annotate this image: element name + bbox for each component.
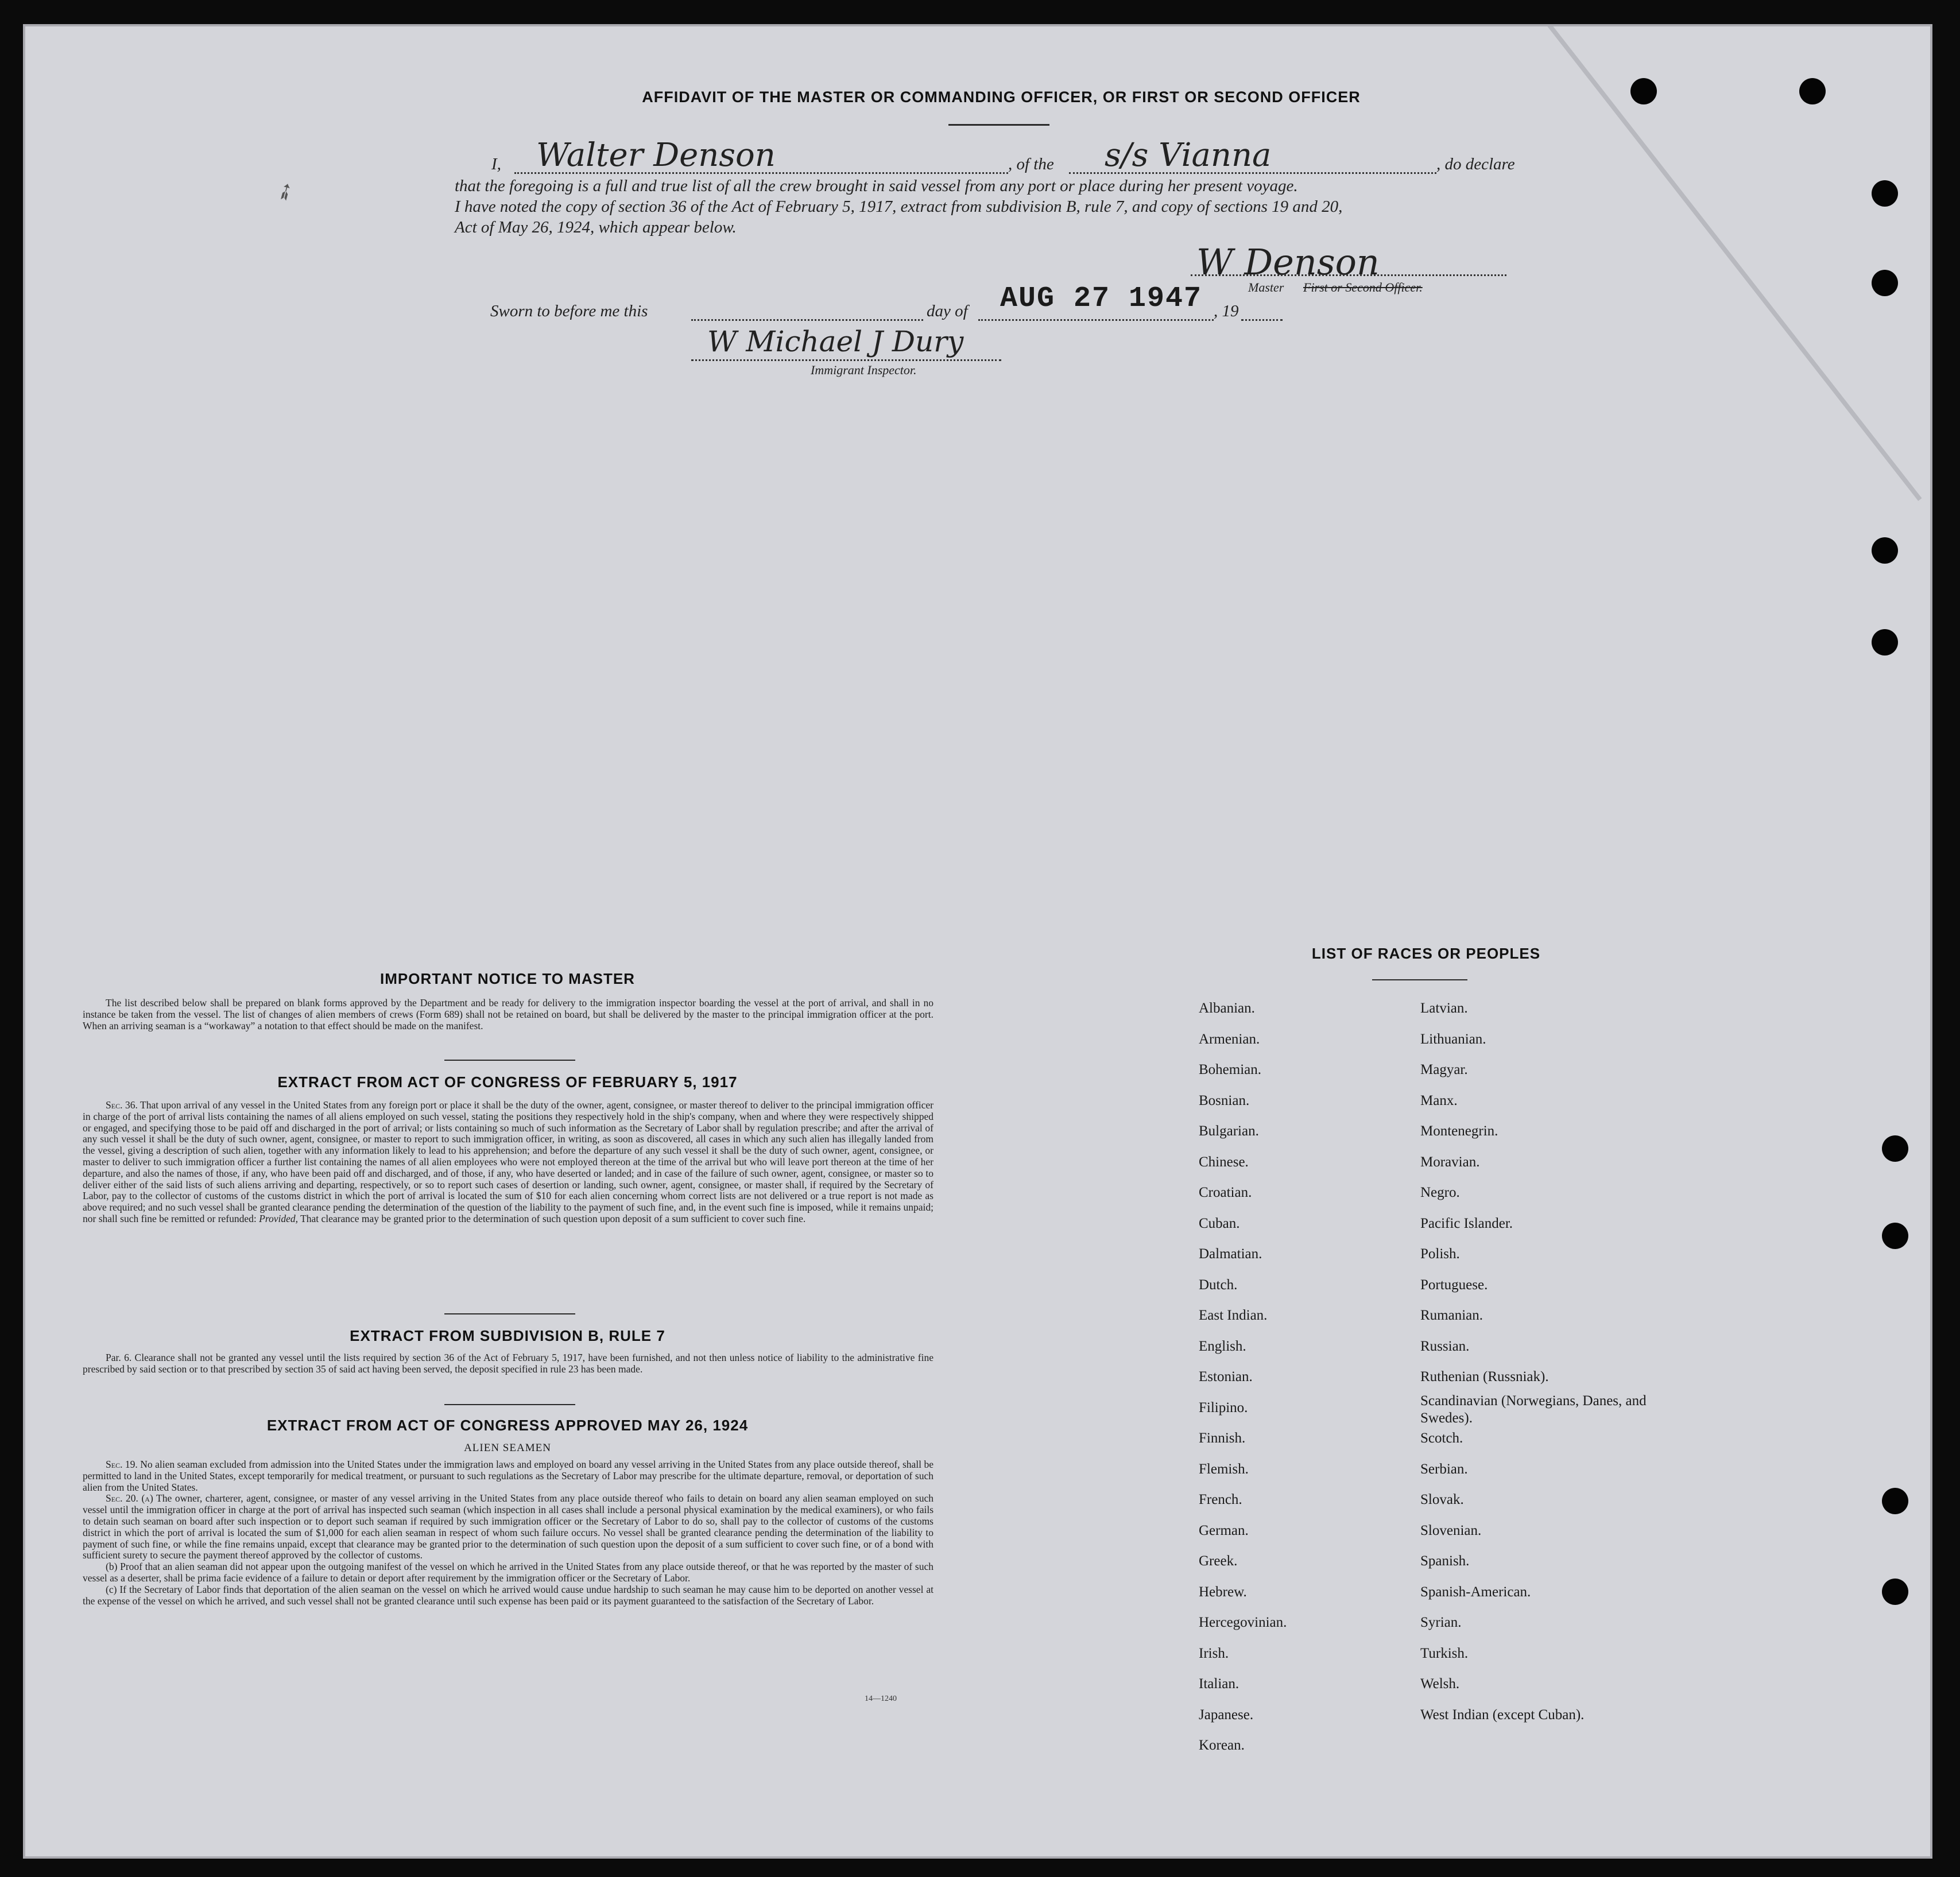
race-item: Bohemian.	[1199, 1062, 1262, 1077]
race-item: Estonian.	[1199, 1369, 1253, 1385]
notice-title: IMPORTANT NOTICE TO MASTER	[380, 970, 635, 987]
sworn-month-line	[978, 319, 1214, 321]
punch-hole	[1799, 78, 1826, 104]
race-item: French.	[1199, 1492, 1242, 1507]
affidavit-line-2: that the foregoing is a full and true list of all the crew brought in said vessel from any port or place during her present voyage.	[455, 177, 1298, 195]
affidavit-line-4: Act of May 26, 1924, which appear below.	[455, 218, 737, 236]
race-item: Hercegovinian.	[1199, 1615, 1287, 1630]
ink-mark: ➶	[270, 175, 300, 208]
races-title: LIST OF RACES OR PEOPLES	[1311, 945, 1541, 962]
punch-hole	[1630, 78, 1657, 104]
race-item: Welsh.	[1420, 1676, 1460, 1692]
race-item: Negro.	[1420, 1185, 1460, 1200]
punch-hole	[1872, 537, 1898, 564]
date-stamp: AUG 27 1947	[1000, 282, 1203, 315]
inspector-label: Immigrant Inspector.	[811, 363, 917, 377]
race-item: Serbian.	[1420, 1461, 1468, 1477]
affidavit-line-3: I have noted the copy of section 36 of the Act of February 5, 1917, extract from subdivision B, rule 7, and copy of sections 19 and 20,	[455, 197, 1343, 216]
race-item: Chinese.	[1199, 1154, 1249, 1170]
race-item: Bosnian.	[1199, 1092, 1250, 1108]
sec20b-text: (b) Proof that an alien seaman did not appear upon the outgoing manifest of the vessel on which he arrived in the United States from any place outside thereof, or that he was reported by the master of such vessel as a deserter, shall be prima facie evidence of a failure to detain or deport after requirement by the immigration officer or the Secretary of Labor.	[83, 1561, 933, 1584]
race-item: Scotch.	[1420, 1430, 1463, 1446]
punch-hole	[1872, 270, 1898, 296]
race-item: Polish.	[1420, 1246, 1460, 1262]
race-item: Japanese.	[1199, 1707, 1254, 1723]
of-the-label: , of the	[1008, 155, 1054, 173]
race-item: Korean.	[1199, 1738, 1245, 1753]
year-line	[1241, 319, 1283, 321]
extract-1924-text	[83, 1459, 933, 1607]
punch-hole	[1872, 629, 1898, 656]
race-item: Scandinavian (Norwegians, Danes, and Swedes).	[1420, 1393, 1647, 1426]
race-item: Pacific Islander.	[1420, 1215, 1513, 1231]
extract-1917-text	[83, 1100, 933, 1225]
race-item: Irish.	[1199, 1645, 1229, 1661]
race-item: Flemish.	[1199, 1461, 1249, 1477]
rule7-text	[83, 1352, 933, 1375]
master-signature: W Denson	[1196, 241, 1380, 283]
sec20c-text: (c) If the Secretary of Labor finds that deportation of the alien seaman on the vessel on which he arrived would cause undue hardship to such seaman he may cause him to be deported on another vessel at the expense of the vessel on which he arrived, and such vessel shall not be granted clearance until such expense has been paid or its payment guaranteed to the satisfaction of the Secretary of Labor.	[83, 1583, 933, 1607]
race-item: Moravian.	[1420, 1154, 1480, 1170]
sec36-text-end: That clearance may be granted prior to the determination of such question upon deposit of a sum sufficient to cover such fine.	[300, 1212, 806, 1224]
sworn-day-line	[691, 319, 923, 321]
divider	[444, 1313, 575, 1314]
race-item: Turkish.	[1420, 1645, 1469, 1661]
punch-hole	[1872, 180, 1898, 207]
inspector-signature: W Michael J Dury	[707, 325, 964, 358]
sec19-label: Sec. 19.	[106, 1459, 138, 1470]
divider	[444, 1060, 575, 1061]
race-item: English.	[1199, 1338, 1246, 1354]
race-item: Spanish-American.	[1420, 1584, 1531, 1600]
day-of-label: day of	[927, 302, 968, 320]
race-item: Bulgarian.	[1199, 1123, 1259, 1139]
provided-label: Provided,	[259, 1212, 298, 1224]
rule7-paragraph: Par. 6. Clearance shall not be granted any vessel until the lists required by section 36 of the Act of February 5, 1917, have been furnished, and not then unless notice of liability to the administrative fine prescribed by said section or to that prescribed by section 35 of said act having been served, the deposit specified in rule 23 has been made.	[83, 1352, 933, 1375]
affidavit-title: AFFIDAVIT OF THE MASTER OR COMMANDING OFFICER, OR FIRST OR SECOND OFFICER	[642, 88, 1361, 106]
sec19-text: No alien seaman excluded from admission into the United States under the immigration laws and employed on board any vessel arriving in the United States from any place outside thereof, shall be permitted to land in the United States, except temporarily for medical treatment, or pursuant to such regulations as the Secretary of Labor may prescribe for the ultimate departure, removal, or deportation of such alien from the United States.	[83, 1459, 934, 1493]
notice-text	[83, 998, 933, 1031]
do-declare-label: , do declare	[1436, 155, 1515, 173]
rule7-title: EXTRACT FROM SUBDIVISION B, RULE 7	[350, 1327, 665, 1344]
race-item: West Indian (except Cuban).	[1420, 1707, 1585, 1723]
struck-officer-label: First or Second Officer.	[1303, 280, 1423, 294]
race-item: Albanian.	[1199, 1000, 1255, 1016]
alien-seamen-subtitle: ALIEN SEAMEN	[464, 1442, 551, 1454]
race-item: German.	[1199, 1522, 1249, 1538]
race-item: Syrian.	[1420, 1615, 1462, 1630]
title-divider	[948, 124, 1049, 126]
document-page	[23, 24, 1932, 1859]
master-label: Master	[1248, 280, 1284, 294]
race-item: Hebrew.	[1199, 1584, 1247, 1600]
race-item: Manx.	[1420, 1092, 1458, 1108]
form-number: 14—1240	[865, 1694, 897, 1703]
race-item: Greek.	[1199, 1553, 1238, 1569]
race-item: Russian.	[1420, 1338, 1470, 1354]
races-right-column	[1420, 993, 1661, 1730]
sworn-label: Sworn to before me this	[490, 302, 648, 320]
race-item: Montenegrin.	[1420, 1123, 1498, 1139]
races-left-column	[1199, 993, 1287, 1761]
races-divider	[1372, 979, 1467, 980]
sec36-text: That upon arrival of any vessel in the United States from any foreign port or place it shall be the duty of the owner, agent, consignee, or master thereof to deliver to the principal immigration officer in charge of the port of arrival lists containing the names of all aliens employed on such vessel, stating the positions they respectively hold in the ship's company, when and where they were respectively shipped or engaged, and specifying those to be paid off and discharged in the port of arrival; or lists containing so much of such information as the Secretary of Labor shall by regulation prescribe; and after the arrival of any such vessel it shall be the duty of such owner, agent, consignee, or master to report to such immigration officer, in writing, as soon as discovered, all cases in which any such alien has illegally landed from the vessel, giving a description of such alien, together with any information likely to lead to his apprehension; and before the departure of any such vessel it shall be the duty of such owner, agent, consignee, or master to deliver to such immigration officer a further list containing the names of all alien employees who were not employed thereon at the time of the arrival but who will leave port thereon at the time of her departure, and also the names of those, if any, who have been paid off and discharged, and of those, if any, who have deserted or landed; and in case of the failure of such owner, agent, consignee, or master so to deliver either of the said lists of such aliens arriving and departing, respectively, or so to report such cases of desertion or landing, such owner, agent, consignee, or master shall, if required by the Secretary of Labor, pay to the collector of customs of the customs district in which the port of arrival is located the sum of $10 for each alien concerning whom correct lists are not delivered or a true report is not made as above required; and no such vessel shall be granted clearance pending the determination of the question of the liability to the payment of such fine, and, in the event such fine is imposed, while it remains unpaid; nor shall such fine be remitted or refunded:	[83, 1099, 933, 1224]
race-item: Slovenian.	[1420, 1522, 1482, 1538]
race-item: Italian.	[1199, 1676, 1239, 1692]
inspector-line	[691, 359, 1001, 361]
divider	[444, 1404, 575, 1405]
race-item: Finnish.	[1199, 1430, 1246, 1446]
race-item: Spanish.	[1420, 1553, 1470, 1569]
race-item: Magyar.	[1420, 1062, 1468, 1077]
race-item: Cuban.	[1199, 1215, 1240, 1231]
year-prefix: , 19	[1214, 302, 1239, 320]
race-item: Armenian.	[1199, 1031, 1260, 1047]
sec20-label: Sec. 20. (a)	[106, 1492, 153, 1504]
punch-hole	[1882, 1223, 1908, 1249]
vessel-name-handwritten: s/s Vianna	[1105, 137, 1272, 174]
race-item: Dutch.	[1199, 1277, 1238, 1293]
sec20a-text: The owner, charterer, agent, consignee, or master of any vessel arriving in the United States from any place outside thereof who fails to detain on board any alien seaman employed on such vessel until the immigration officer in charge at the port of arrival has inspected such seaman (which inspection in all cases shall include a personal physical examination by the medical examiners), or who fails to detain such seaman on board after such inspection or to deport such seaman if required by such immigration officer or the Secretary of Labor to do so, shall pay to the collector of customs of the customs district in which the port of arrival is located the sum of $1,000 for each alien seaman in respect of whom such failure occurs. No vessel shall be granted clearance pending the determination of the liability to payment of such fine, or while the fine remains unpaid, except that clearance may be granted prior to the determination of such question upon the deposit of a sum sufficient to cover such fine, or of a bond with sufficient surety to secure the payment thereof approved by the collector of customs.	[83, 1492, 934, 1561]
race-item: Filipino.	[1199, 1399, 1248, 1415]
race-item: Rumanian.	[1420, 1308, 1483, 1323]
extract-1924-title: EXTRACT FROM ACT OF CONGRESS APPROVED MAY 26, 1924	[266, 1417, 749, 1434]
race-item: Dalmatian.	[1199, 1246, 1262, 1262]
punch-hole	[1882, 1488, 1908, 1514]
punch-hole	[1882, 1135, 1908, 1162]
i-label: I,	[491, 155, 501, 173]
race-item: Slovak.	[1420, 1492, 1464, 1507]
race-item: Lithuanian.	[1420, 1031, 1486, 1047]
race-item: East Indian.	[1199, 1308, 1268, 1323]
race-item: Portuguese.	[1420, 1277, 1488, 1293]
signature-line	[1191, 274, 1506, 276]
punch-hole	[1882, 1579, 1908, 1605]
master-name-handwritten: Walter Denson	[536, 137, 776, 174]
race-item: Ruthenian (Russniak).	[1420, 1369, 1549, 1385]
race-item: Latvian.	[1420, 1000, 1468, 1016]
notice-paragraph: The list described below shall be prepared on blank forms approved by the Department and be ready for delivery to the immigration inspector boarding the vessel at the port of arrival, and shall in no instance be taken from the vessel. The list of changes of alien members of crews (Form 689) shall not be retained on board, but shall be delivered by the master to the principal immigration officer at the port. When an arriving seaman is a “workaway” a notation to that effect should be made on the manifest.	[83, 997, 933, 1031]
extract-1917-title: EXTRACT FROM ACT OF CONGRESS OF FEBRUARY 5, 1917	[277, 1073, 738, 1091]
sec36-label: Sec. 36.	[106, 1099, 138, 1111]
race-item: Croatian.	[1199, 1185, 1252, 1200]
